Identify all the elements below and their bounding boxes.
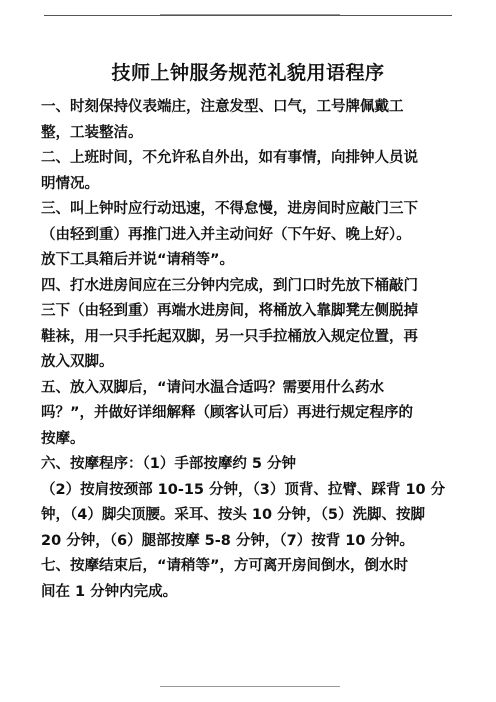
footer-rule	[160, 686, 340, 687]
text-line: 四、打水进房间应在三分钟内完成，到门口时先放下桶敲门	[41, 277, 418, 294]
text-line: 明情况。	[41, 175, 99, 192]
text-line: 按摩。	[41, 430, 85, 447]
text-line: 放入双脚。	[41, 354, 114, 370]
text-line: 三、叫上钟时应行动迅速，不得怠慢，进房间时应敲门三下	[41, 201, 418, 217]
text-line: 鞋袜，用一只手托起双脚，另一只手拉桶放入规定位置，再	[41, 328, 418, 345]
text-line: （由轻到重）再推门进入并主动问好（下午好、晚上好）。	[41, 226, 411, 243]
text-line: 吗？”，并做好详细解释（顾客认可后）再进行规定程序的	[41, 405, 414, 421]
text-line: 间在 1 分钟内完成。	[41, 583, 178, 600]
text-line: 整，工装整洁。	[41, 124, 143, 141]
text-line: 五、放入双脚后，“请问水温合适吗？需要用什么药水	[41, 379, 385, 396]
text-line: 20 分钟，（6）腿部按摩 5-8 分钟，（7）按背 10 分钟。	[41, 532, 414, 549]
header-rule	[44, 15, 452, 16]
text-line: 二、上班时间，不允许私自外出，如有事情，向排钟人员说	[41, 150, 418, 166]
text-line: 放下工具箱后并说“请稍等”。	[41, 252, 235, 268]
header-rule-mark	[160, 14, 340, 15]
text-line: 三下（由轻到重）再端水进房间，将桶放入靠脚凳左侧脱掉	[41, 303, 418, 319]
text-line: 七、按摩结束后，“请稍等”，方可离开房间倒水，倒水时	[41, 558, 409, 574]
document-title: 技师上钟服务规范礼貌用语程序	[111, 62, 385, 84]
text-line: 六、按摩程序：（1）手部按摩约 5 分钟	[41, 456, 297, 472]
text-line: 钟，（4）脚尖顶腰。采耳、按头 10 分钟，（5）洗脚、按脚	[41, 507, 425, 523]
text-line: （2）按肩按颈部 10-15 分钟，（3）顶背、拉臂、踩背 10 分	[41, 481, 446, 498]
document-body	[41, 95, 455, 605]
text-line: 一、时刻保持仪表端庄，注意发型、口气，工号牌佩戴工	[41, 99, 404, 115]
